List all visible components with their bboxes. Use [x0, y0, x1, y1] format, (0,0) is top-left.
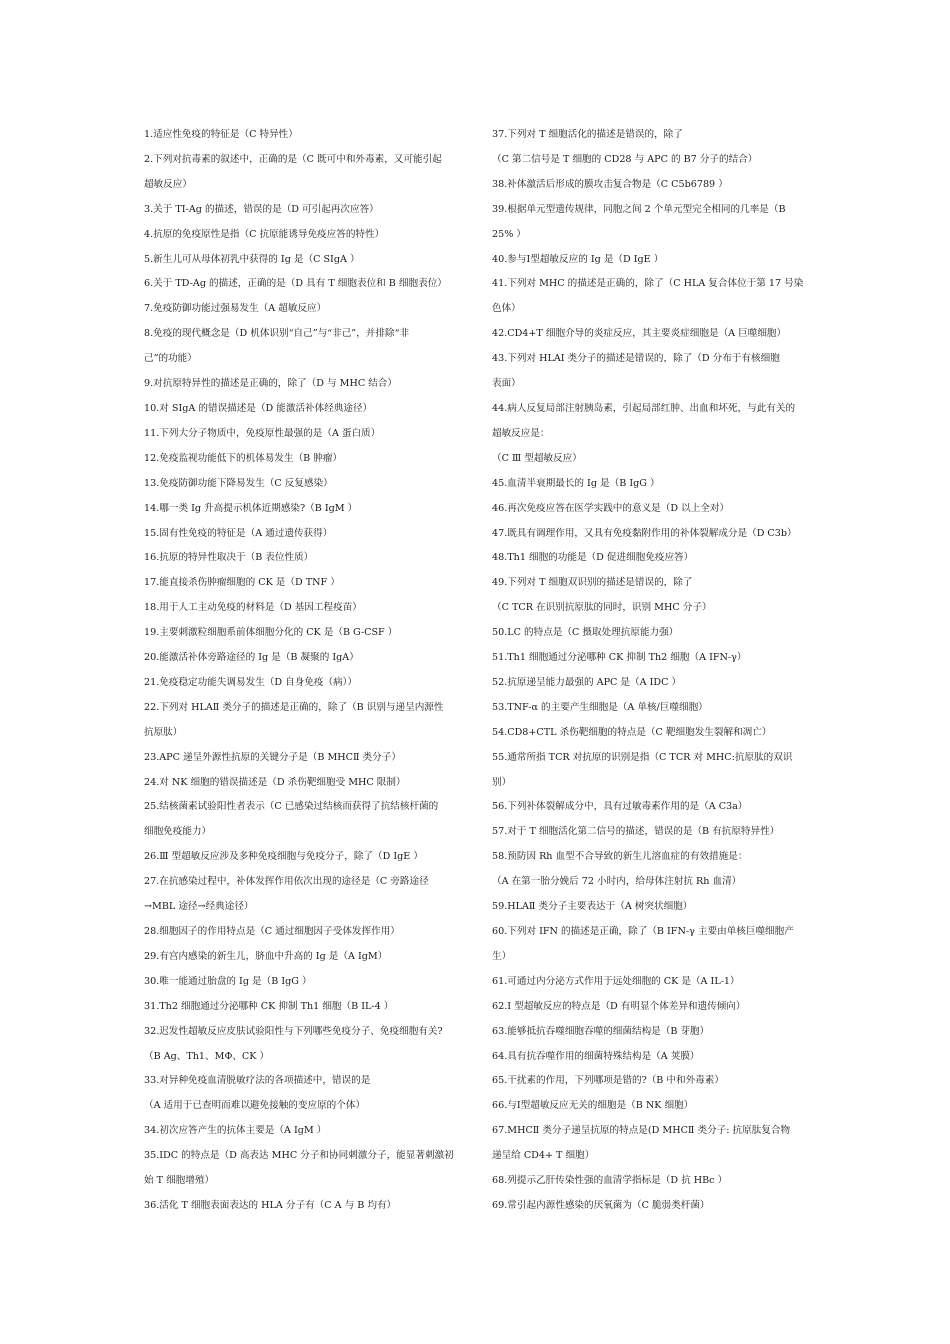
text-line: 50.LC 的特点是（C 摄取处理抗原能力强） — [492, 627, 679, 639]
text-line: 17.能直接杀伤肿瘤细胞的 CK 是（D TNF ） — [144, 577, 340, 589]
text-line: 细胞免疫能力） — [144, 826, 212, 838]
text-line: （A 在第一胎分娩后 72 小时内，给母体注射抗 Rh 血清） — [492, 876, 742, 888]
text-line: 46.再次免疫应答在医学实践中的意义是（D 以上全对） — [492, 502, 730, 514]
text-line: 58.预防因 Rh 血型不合导致的新生儿溶血症的有效措施是： — [492, 851, 748, 863]
text-line: 30.唯一能通过胎盘的 Ig 是（B IgG ） — [144, 975, 312, 987]
text-line: 24.对 NK 细胞的错误描述是（D 杀伤靶细胞受 MHC 限制） — [144, 776, 406, 788]
text-line: 抗原肽） — [144, 726, 183, 738]
text-line: 5.新生儿可从母体初乳中获得的 Ig 是（C SIgA ） — [144, 253, 360, 265]
text-line: （C 第二信号是 T 细胞的 CD28 与 APC 的 B7 分子的结合） — [492, 153, 758, 165]
text-line: （C Ⅲ 型超敏反应） — [492, 452, 582, 464]
text-line: 42.CD4+T 细胞介导的炎症反应，其主要炎症细胞是（A 巨噬细胞） — [492, 328, 787, 340]
text-line: 38.补体激活后形成的膜攻击复合物是（C C5b6789 ） — [492, 178, 728, 190]
text-line: 35.IDC 的特点是（D 高表达 MHC 分子和协同刺激分子，能显著刺激初 — [144, 1150, 454, 1162]
text-line: 29.有宫内感染的新生儿，脐血中升高的 Ig 是（A IgM） — [144, 950, 388, 962]
text-line: 3.关于 TI-Ag 的描述，错误的是（D 可引起再次应答） — [144, 203, 379, 215]
text-line: 62.Ⅰ 型超敏反应的特点是（D 有明显个体差异和遗传倾向） — [492, 1000, 746, 1012]
text-line: 18.用于人工主动免疫的材料是（D 基因工程疫苗） — [144, 602, 362, 614]
text-line: 44.病人反复局部注射胰岛素，引起局部红肿、出血和坏死，与此有关的 — [492, 402, 796, 414]
text-line: 6.关于 TD-Ag 的描述，正确的是（D 具有 T 细胞表位和 B 细胞表位） — [144, 278, 447, 290]
text-line: 2.下列对抗毒素的叙述中，正确的是（C 既可中和外毒素，又可能引起 — [144, 153, 442, 165]
text-line: 60.下列对 IFN 的描述是正确，除了（B IFN-γ 主要由单核巨噬细胞产 — [492, 926, 794, 937]
text-line: 41.下列对 MHC 的描述是正确的，除了（C HLA 复合体位于第 17 号染 — [492, 278, 804, 290]
text-line: 64.具有抗吞噬作用的细菌特殊结构是（A 荚膜） — [492, 1050, 700, 1062]
text-line: 8.免疫的现代概念是（D 机体识别“自己”与“非己”，并排除“非 — [144, 328, 410, 340]
text-line: 53.TNF-α 的主要产生细胞是（A 单核/巨噬细胞） — [492, 701, 708, 713]
text-line: 27.在抗感染过程中，补体发挥作用依次出现的途径是（C 旁路途径 — [144, 876, 429, 888]
text-line: 67.MHCⅡ 类分子递呈抗原的特点是(D MHCⅡ 类分子: 抗原肽复合物 — [492, 1125, 791, 1137]
text-line: 54.CD8+CTL 杀伤靶细胞的特点是（C 靶细胞发生裂解和凋亡） — [492, 726, 772, 738]
text-line: 13.免疫防御功能下降易发生（C 反复感染） — [144, 477, 333, 489]
text-line: 69.常引起内源性感染的厌氧菌为（C 脆弱类杆菌） — [492, 1199, 710, 1211]
text-line: 20.能激活补体旁路途径的 Ig 是（B 凝聚的 IgA） — [144, 652, 359, 664]
right-column — [492, 123, 812, 1219]
text-line: 68.列提示乙肝传染性强的血清学指标是（D 抗 HBc ） — [492, 1175, 728, 1187]
text-line: 48.Th1 细胞的功能是（D 促进细胞免疫应答） — [492, 552, 694, 564]
text-line: （A 适用于已查明而难以避免接触的变应原的个体） — [144, 1100, 366, 1112]
text-line: 生） — [492, 950, 512, 962]
text-line: 51.Th1 细胞通过分泌哪种 CK 抑制 Th2 细胞（A IFN-γ） — [492, 652, 747, 664]
text-line: 40.参与Ⅰ型超敏反应的 Ig 是（D IgE ） — [492, 253, 664, 265]
text-line: 28.细胞因子的作用特点是（C 通过细胞因子受体发挥作用） — [144, 926, 400, 937]
text-line: 11.下列大分子物质中，免疫原性最强的是（A 蛋白质） — [144, 427, 381, 439]
text-line: 59.HLAⅡ 类分子主要表达于（A 树突状细胞） — [492, 901, 693, 913]
text-line: 36.活化 T 细胞表面表达的 HLA 分子有（C A 与 B 均有） — [144, 1199, 397, 1211]
text-line: 63.能够抵抗吞噬细胞吞噬的细菌结构是（B 芽胞） — [492, 1025, 710, 1037]
text-line: 16.抗原的特异性取决于（B 表位性质） — [144, 552, 314, 564]
text-line: 66.与Ⅰ型超敏反应无关的细胞是（B NK 细胞） — [492, 1100, 694, 1112]
text-line: 超敏反应） — [144, 178, 192, 190]
text-line: 23.APC 递呈外源性抗原的关键分子是（B MHCⅡ 类分子） — [144, 751, 401, 763]
text-line: 22.下列对 HLAⅡ 类分子的描述是正确的，除了（B 识别与递呈内源性 — [144, 701, 444, 713]
text-line: 12.免疫监视功能低下的机体易发生（B 肿瘤） — [144, 452, 343, 464]
text-line: 9.对抗原特异性的描述是正确的，除了（D 与 MHC 结合） — [144, 378, 397, 390]
text-line: 1.适应性免疫的特征是（C 特异性） — [144, 129, 298, 140]
text-line: （C TCR 在识别抗原肽的同时，识别 MHC 分子） — [492, 602, 712, 614]
text-line: 表面） — [492, 378, 521, 390]
text-line: 10.对 SIgA 的错误描述是（D 能激活补体经典途径） — [144, 402, 373, 414]
text-line: 56.下列补体裂解成分中，具有过敏毒素作用的是（A C3a） — [492, 801, 748, 813]
text-line: 递呈给 CD4+ T 细胞） — [492, 1150, 595, 1162]
text-line: 49.下列对 T 细胞双识别的描述是错误的，除了 — [492, 577, 693, 589]
text-line: 55.通常所指 TCR 对抗原的识别是指（C TCR 对 MHC:抗原肽的双识 — [492, 751, 793, 763]
text-line: 33.对异种免疫血清脱敏疗法的各项描述中，错误的是 — [144, 1075, 371, 1087]
text-line: 25.结核菌素试验阳性者表示（C 已感染过结核而获得了抗结核杆菌的 — [144, 801, 439, 813]
text-line: 52.抗原递呈能力最强的 APC 是（A IDC ） — [492, 676, 682, 688]
text-line: 19.主要刺激粒细胞系前体细胞分化的 CK 是（B G-CSF ） — [144, 627, 398, 639]
text-line: 43.下列对 HLAⅠ 类分子的描述是错误的，除了（D 分布于有核细胞 — [492, 353, 780, 365]
text-line: 25% ） — [492, 228, 526, 240]
text-line: 15.固有性免疫的特征是（A 通过遗传获得） — [144, 527, 333, 539]
text-line: 57.对于 T 细胞活化第二信号的描述，错误的是（B 有抗原特异性） — [492, 826, 780, 838]
text-line: →MBL 途径→经典途径） — [144, 901, 254, 913]
text-line: 21.免疫稳定功能失调易发生（D 自身免疫（病）） — [144, 676, 358, 688]
text-line: 61.可通过内分泌方式作用于远处细胞的 CK 是（A IL-1） — [492, 975, 740, 987]
text-line: 26.Ⅲ 型超敏反应涉及多种免疫细胞与免疫分子，除了（D IgE ） — [144, 851, 423, 863]
text-line: 39.根据单元型遗传规律，同胞之间 2 个单元型完全相同的几率是（B — [492, 203, 786, 215]
text-line: 别） — [492, 776, 512, 788]
text-line: （B Ag、Th1、MΦ、CK ） — [144, 1050, 270, 1062]
text-line: 37.下列对 T 细胞活化的描述是错误的，除了 — [492, 129, 683, 140]
text-line: 始 T 细胞增殖） — [144, 1175, 215, 1187]
text-line: 己”的功能） — [144, 353, 197, 365]
text-line: 超敏反应是： — [492, 427, 550, 439]
text-line: 32.迟发性超敏反应皮肤试验阳性与下列哪些免疫分子、免疫细胞有关? — [144, 1025, 443, 1037]
text-line: 色体） — [492, 303, 521, 315]
text-line: 65.干扰素的作用，下列哪项是错的?（B 中和外毒素） — [492, 1075, 724, 1087]
text-line: 4.抗原的免疫原性是指（C 抗原能诱导免疫应答的特性） — [144, 228, 385, 240]
text-line: 34.初次应答产生的抗体主要是（A IgM ） — [144, 1125, 327, 1137]
text-line: 47.既具有调理作用，又具有免疫黏附作用的补体裂解成分是（D C3b） — [492, 527, 797, 539]
text-line: 14.哪一类 Ig 升高提示机体近期感染?（B IgM ） — [144, 502, 358, 514]
text-line: 31.Th2 细胞通过分泌哪种 CK 抑制 Th1 细胞（B IL-4 ） — [144, 1000, 394, 1012]
text-line: 7.免疫防御功能过强易发生（A 超敏反应） — [144, 303, 327, 315]
left-column — [144, 123, 464, 1219]
text-line: 45.血清半衰期最长的 Ig 是（B IgG ） — [492, 477, 660, 489]
